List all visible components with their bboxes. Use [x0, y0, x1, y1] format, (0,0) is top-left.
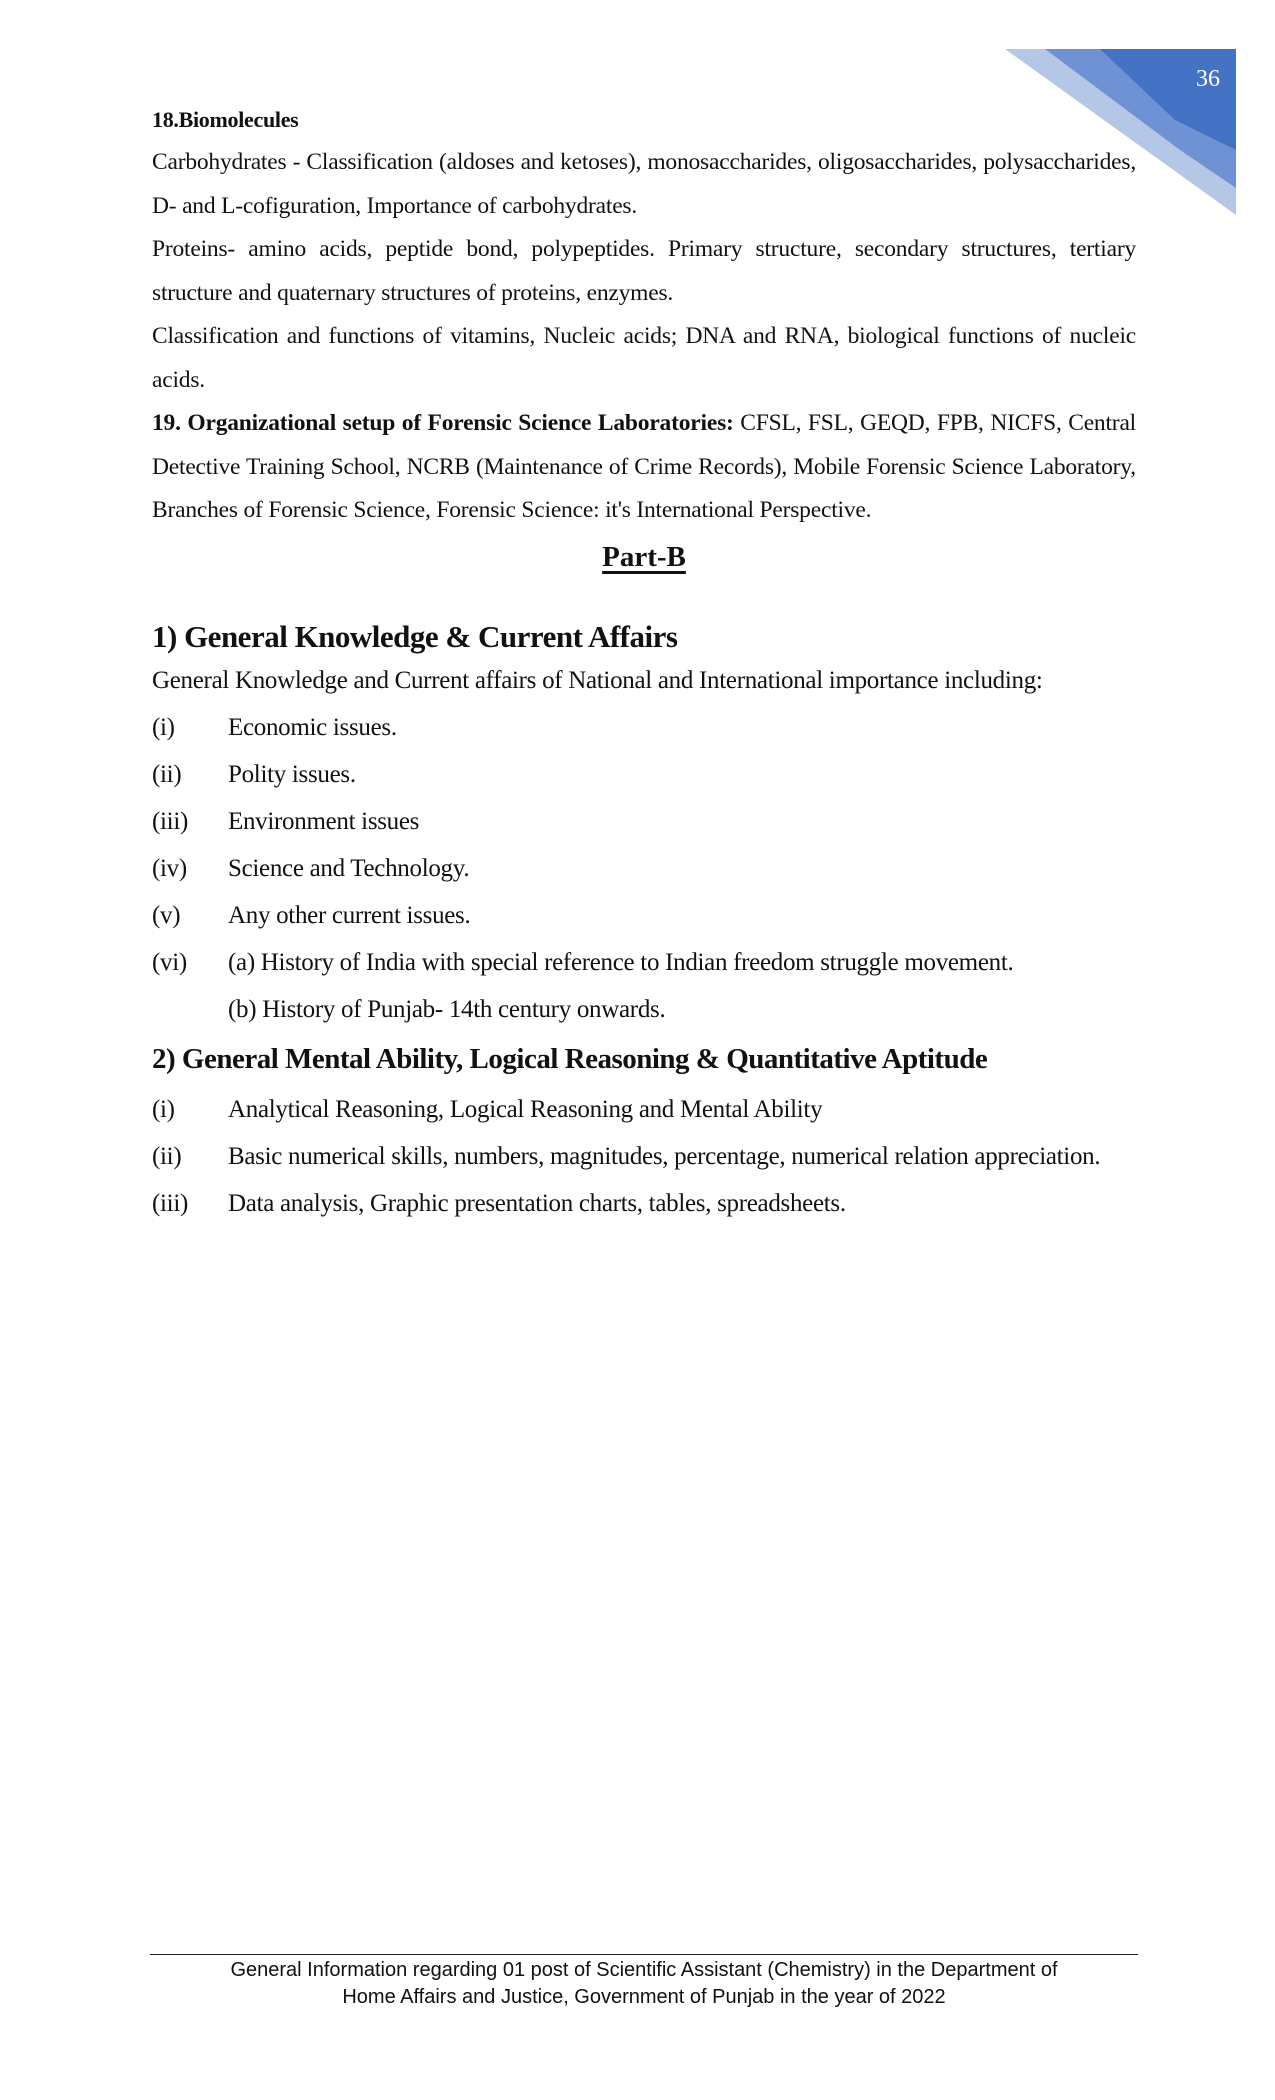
section-gma-list [152, 1086, 1136, 1227]
section-19-paragraph [152, 402, 1136, 533]
section-19-text: CFSL, FSL, GEQD, FPB, NICFS, Central Detective Training School, NCRB (Maintenance of Crime Records), Mobile Forensic Science Laboratory, Branches of Forensic Science, Forensic Science: it's International Perspective. [152, 410, 1136, 523]
list-item-text: Any other current issues. [228, 901, 471, 929]
page-number: 36 [1196, 66, 1220, 92]
list-item [152, 986, 1136, 1033]
list-item-number: (iii) [152, 807, 188, 835]
section-18-paragraph-3: Classification and functions of vitamins, Nucleic acids; DNA and RNA, biological functions of nucleic acids. [152, 323, 1136, 393]
list-item-text: Data analysis, Graphic presentation charts, tables, spreadsheets. [228, 1189, 846, 1217]
list-item-text: Polity issues. [228, 760, 356, 788]
section-18-title: 18.Biomolecules [152, 107, 299, 132]
list-item-text: Economic issues. [228, 713, 397, 741]
list-item-text: Basic numerical skills, numbers, magnitudes, percentage, numerical relation appreciation. [228, 1142, 1101, 1170]
list-item-text: (a) History of India with special reference to Indian freedom struggle movement. [228, 948, 1014, 976]
list-item-text: (b) History of Punjab- 14th century onwards. [228, 995, 666, 1023]
list-item [152, 751, 1136, 798]
list-item-number: (ii) [152, 1142, 182, 1170]
list-item [152, 845, 1136, 892]
section-18-paragraph-2: Proteins- amino acids, peptide bond, polypeptides. Primary structure, secondary structures, tertiary structure and quaternary structures of proteins, enzymes. [152, 236, 1136, 306]
section-gk-list [152, 704, 1136, 1033]
list-item [152, 704, 1136, 751]
list-item-text: Environment issues [228, 807, 420, 835]
list-item [152, 1133, 1136, 1180]
list-item [152, 798, 1136, 845]
document-body [152, 98, 1136, 1227]
section-gma-title: 2) General Mental Ability, Logical Reasoning & Quantitative Aptitude [152, 1042, 988, 1075]
list-item-number: (iv) [152, 854, 187, 882]
part-b-heading: Part-B [602, 540, 686, 573]
list-item-number: (iii) [152, 1189, 188, 1217]
list-item [152, 1086, 1136, 1133]
list-item-number: (i) [152, 1095, 175, 1123]
list-item-number: (vi) [152, 948, 187, 976]
list-item-text: Analytical Reasoning, Logical Reasoning and Mental Ability [228, 1095, 823, 1123]
list-item [152, 892, 1136, 939]
list-item-number: (i) [152, 713, 175, 741]
section-19-title: 19. Organizational setup of Forensic Science Laboratories: [152, 410, 734, 436]
list-item [152, 1180, 1136, 1227]
section-gk-intro: General Knowledge and Current affairs of National and International importance including: [152, 666, 1043, 694]
list-item-number: (v) [152, 901, 181, 929]
list-item [152, 939, 1136, 986]
list-item-number: (ii) [152, 760, 182, 788]
footer-line-1: General Information regarding 01 post of Scientific Assistant (Chemistry) in the Department of [230, 1959, 1058, 1981]
page-footer [150, 1954, 1138, 2011]
footer-line-2: Home Affairs and Justice, Government of Punjab in the year of 2022 [342, 1986, 946, 2008]
section-18-paragraph-1: Carbohydrates - Classification (aldoses and ketoses), monosaccharides, oligosaccharides, polysaccharides, D- and L-cofiguration, Importance of carbohydrates. [152, 149, 1136, 219]
section-gk-title: 1) General Knowledge & Current Affairs [152, 618, 678, 654]
list-item-number [152, 986, 228, 1033]
list-item-text: Science and Technology. [228, 854, 470, 882]
